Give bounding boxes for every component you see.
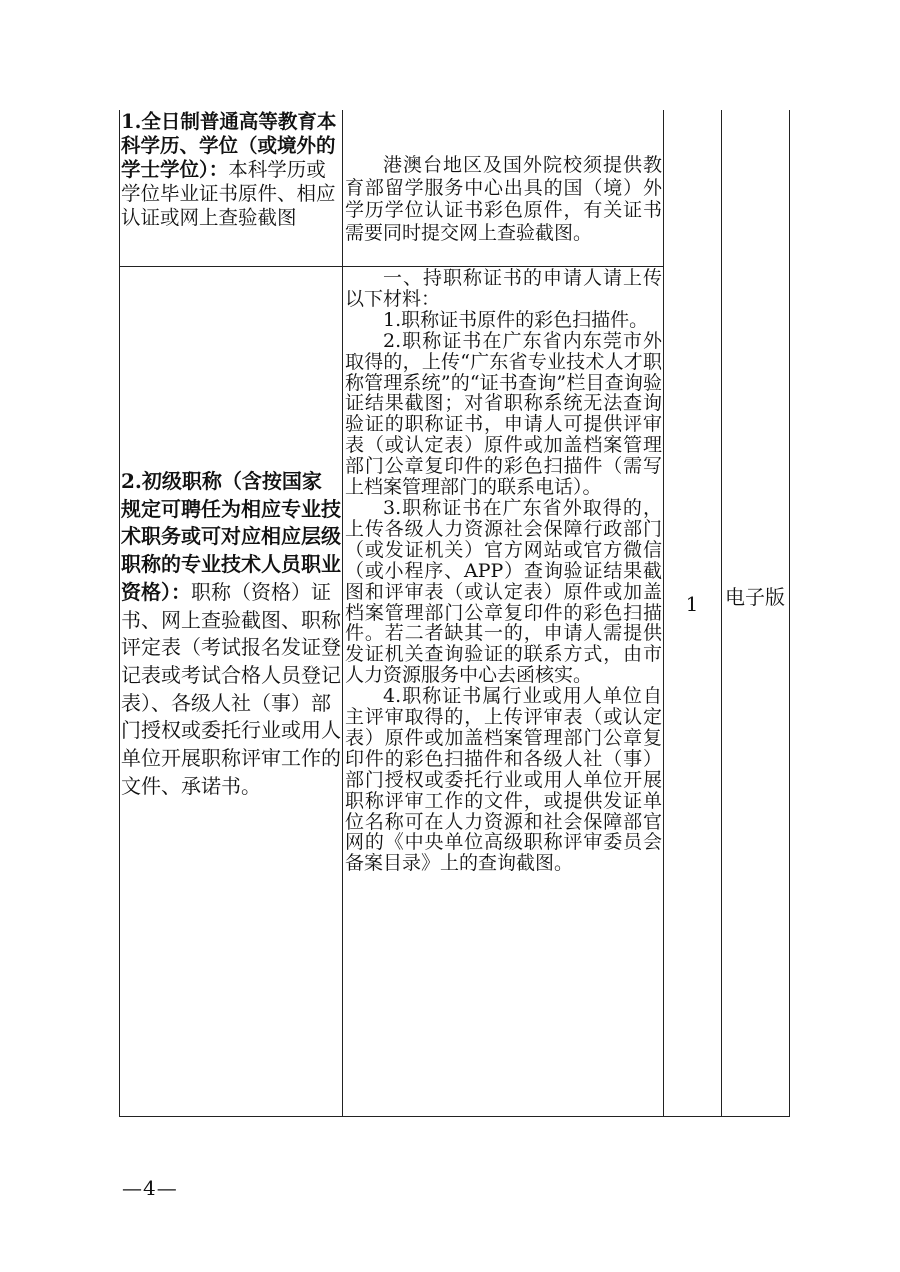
row2-count: 1 bbox=[685, 592, 699, 616]
row2-note-item-3: 3.职称证书在广东省外取得的，上传各级人力资源社会保障行政部门（或发证机关）官方网站或官方微信（或小程序、APP）查询验证结果截图和评审表（或认定表）原件或加盖档案管理部门公章复印件的彩色扫描件。若二者缺其一的，申请人需提供发证机关查询验证的联系方式，由市人力资源服务中心去函核实。 bbox=[345, 496, 662, 687]
row1-requirement-text: 本科学历或学位毕业证书原件、相应认证或网上查验截图 bbox=[121, 158, 336, 229]
page-number: —4— bbox=[122, 1176, 178, 1200]
row1-requirement-title: 1.全日制普通高等教育本科学历、学位（或境外的学士学位）： bbox=[121, 110, 337, 181]
table-border-col2 bbox=[342, 110, 343, 1116]
row2-note-intro: 一、持职称证书的申请人请上传以下材料： bbox=[345, 268, 662, 310]
row1-note bbox=[345, 154, 662, 264]
table-border-col4 bbox=[721, 110, 722, 1116]
table-row-divider bbox=[119, 266, 664, 267]
row1-requirement bbox=[121, 110, 341, 264]
row1-note-text: 港澳台地区及国外院校须提供教育部留学服务中心出具的国（境）外学历学位认证书彩色原件，有关证书需要同时提交网上查验截图。 bbox=[345, 154, 662, 244]
row2-format: 电子版 bbox=[725, 585, 785, 609]
table-border-bottom bbox=[119, 1116, 790, 1117]
row2-note-item-4: 4.职称证书属行业或用人单位自主评审取得的，上传评审表（或认定表）原件或加盖档案管理部门公章复印件的彩色扫描件和各级人社（事）部门授权或委托行业或用人单位开展职称评审工作的文件，或提供发证单位名称可在人力资源和社会保障部官网的《中央单位高级职称评审委员会备案目录》上的查询截图。 bbox=[345, 685, 662, 875]
row2-note-item-2: 2.职称证书在广东省内东莞市外取得的，上传“广东省专业技术人才职称管理系统”的“证书查询”栏目查询验证结果截图；对省职称系统无法查询验证的职称证书，申请人可提供评审表（或认定表）原件或加盖档案管理部门公章复印件的彩色扫描件（需写上档案管理部门的联系电话）。 bbox=[345, 329, 662, 499]
row2-requirement bbox=[121, 468, 341, 928]
row2-note bbox=[345, 268, 662, 1114]
row2-requirement-title: 2.初级职称（含按国家规定可聘任为相应专业技术职务或可对应相应层级职称的专业技术人员职业资格）： bbox=[121, 469, 341, 604]
row2-requirement-text: 职称（资格）证书、网上查验截图、职称评定表（考试报名发证登记表或考试合格人员登记表）、各级人社（事）部门授权或委托行业或用人单位开展职称评审工作的文件、承诺书。 bbox=[121, 579, 341, 798]
table-border-right bbox=[789, 110, 790, 1116]
row2-note-item-1: 1.职称证书原件的彩色扫描件。 bbox=[383, 308, 649, 331]
table-border-left bbox=[119, 110, 120, 1116]
